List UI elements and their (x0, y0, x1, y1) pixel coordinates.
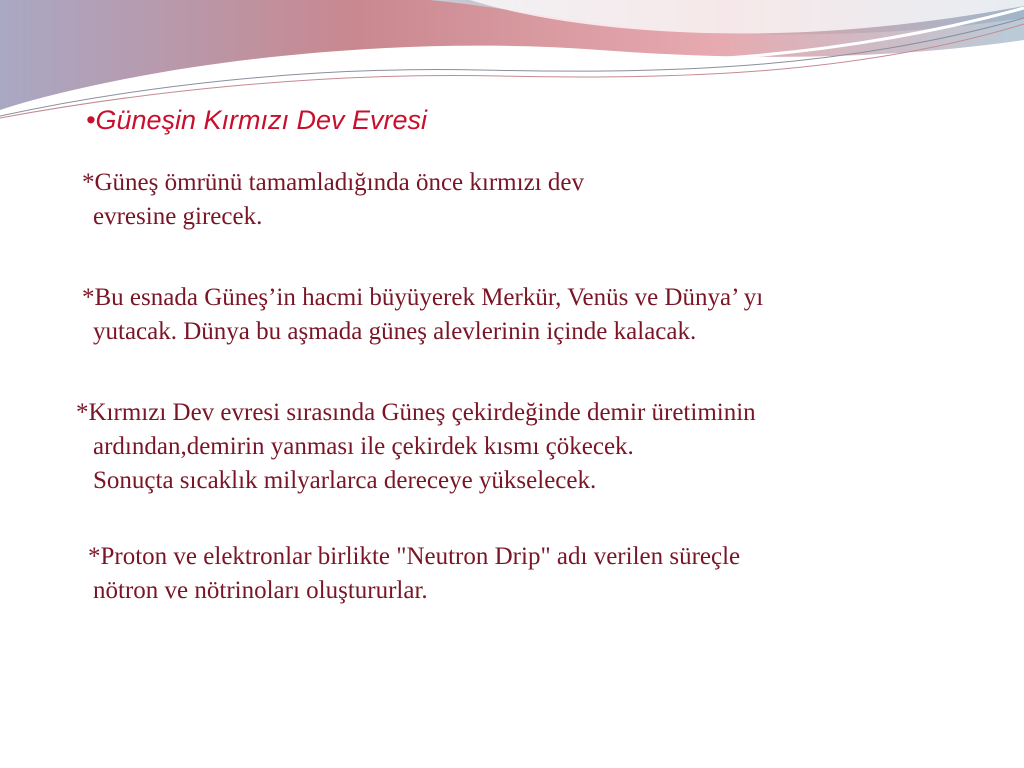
paragraph-3 (76, 396, 756, 498)
paragraph-line: yutacak. Dünya bu aşmada güneş alevlerinin içinde kalacak. (93, 318, 697, 345)
slide-title: •Güneşin Kırmızı Dev Evresi (86, 105, 428, 135)
paragraph-line: Sonuçta sıcaklık milyarlarca dereceye yükselecek. (93, 467, 597, 494)
paragraph-line: evresine girecek. (93, 203, 263, 230)
paragraph-line: *Kırmızı Dev evresi sırasında Güneş çekirdeğinde demir üretiminin (76, 399, 756, 426)
paragraph-1 (82, 166, 584, 234)
paragraph-line: *Güneş ömrünü tamamladığında önce kırmızı dev (82, 169, 584, 196)
paragraph-4 (88, 540, 740, 608)
paragraph-2 (82, 281, 763, 349)
paragraph-line: *Proton ve elektronlar birlikte "Neutron Drip" adı verilen süreçle (88, 543, 741, 570)
paragraph-line: nötron ve nötrinoları oluştururlar. (93, 577, 428, 604)
paragraph-line: ardından,demirin yanması ile çekirdek kısmı çökecek. (93, 433, 634, 460)
paragraph-line: *Bu esnada Güneş’in hacmi büyüyerek Merkür, Venüs ve Dünya’ yı (82, 284, 764, 311)
